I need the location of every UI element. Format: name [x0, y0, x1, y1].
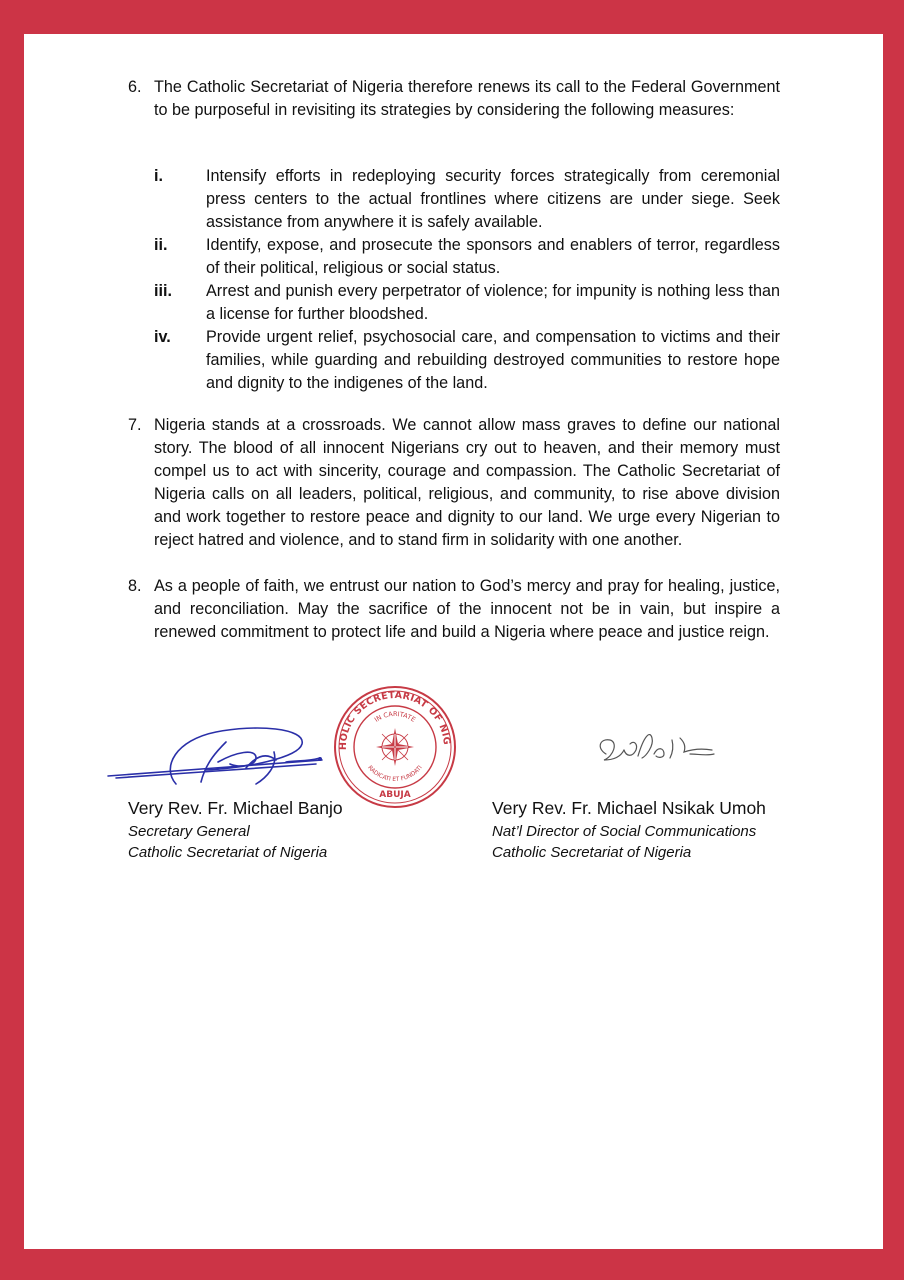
measure-text: Provide urgent relief, psychosocial care, and compensation to victims and their families, while guarding and rebuilding destroyed communities to restore hope and dignity to the indigenes of the land.: [206, 328, 780, 392]
document-page: [24, 34, 883, 1249]
point-8: [128, 575, 780, 644]
signatory-2-organization: Catholic Secretariat of Nigeria: [492, 844, 692, 861]
measure-i: [154, 165, 780, 234]
signatory-1-title: Secretary General: [128, 823, 250, 840]
measure-iv: [154, 326, 780, 395]
measure-numeral: iii.: [154, 282, 172, 300]
measure-text: Identify, expose, and prosecute the sponsors and enablers of terror, regardless of their political, religious or social status.: [206, 236, 780, 277]
signatory-1-organization: Catholic Secretariat of Nigeria: [128, 844, 328, 861]
signatory-2-title: Nat’l Director of Social Communications: [492, 823, 757, 840]
measure-numeral: ii.: [154, 236, 168, 254]
measure-ii: [154, 234, 780, 280]
measure-numeral: iv.: [154, 328, 171, 346]
seal-inner-top: IN CARITATE: [372, 709, 417, 724]
measure-numeral: i.: [154, 167, 163, 185]
point-text: As a people of faith, we entrust our nation to God’s mercy and pray for healing, justice, and reconciliation. May the sacrifice of the innocent not be in vain, but inspire a renewed commitment to protect life and build a Nigeria where peace and justice reign.: [154, 577, 780, 641]
point-6: [128, 76, 780, 122]
point-7: [128, 414, 780, 552]
seal-inner-bottom: RADICATI ET FUNDATI: [366, 764, 424, 784]
point-text: The Catholic Secretariat of Nigeria therefore renews its call to the Federal Government to be purposeful in revisiting its strategies by considering the following measures:: [154, 78, 780, 119]
seal-city: ABUJA: [379, 790, 411, 800]
measure-text: Arrest and punish every perpetrator of violence; for impunity is nothing less than a license for further bloodshed.: [206, 282, 780, 323]
point-number: 8.: [128, 577, 142, 595]
signature-banjo: [106, 722, 331, 792]
seal-outer-text: CATHOLIC SECRETARIAT OF NIGERIA: [328, 676, 453, 751]
measure-text: Intensify efforts in redeploying security forces strategically from ceremonial press centers to the actual frontlines where citizens are under siege. Seek assistance from anywhere it is safely available.: [206, 167, 780, 231]
point-number: 6.: [128, 78, 142, 96]
signature-umoh: [594, 726, 719, 771]
signatory-2-name: Very Rev. Fr. Michael Nsikak Umoh: [492, 798, 766, 818]
seal: [328, 676, 458, 810]
measure-iii: [154, 280, 780, 326]
seal-emblem-icon: [376, 728, 414, 766]
point-text: Nigeria stands at a crossroads. We cannot allow mass graves to define our national story. The blood of all innocent Nigerians cry out to heaven, and their memory must compel us to act with sincerity, courage and compassion. The Catholic Secretariat of Nigeria calls on all leaders, political, religious, and community, to rise above division and work together to restore peace and dignity to our land. We urge every Nigerian to reject hatred and violence, and to stand firm in solidarity with one another.: [154, 416, 780, 549]
point-number: 7.: [128, 416, 142, 434]
signatory-1-name: Very Rev. Fr. Michael Banjo: [128, 798, 343, 818]
